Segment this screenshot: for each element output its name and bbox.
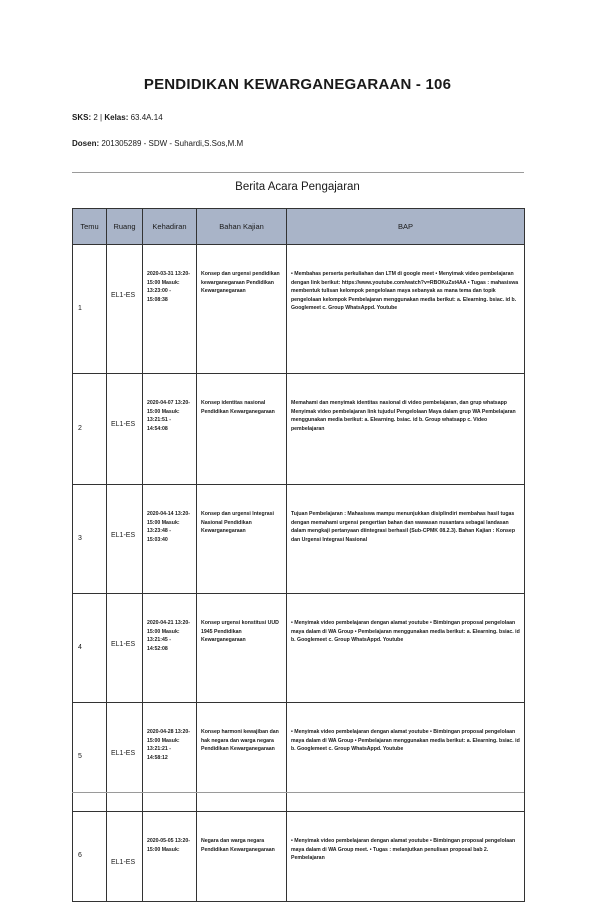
table-row <box>73 594 525 703</box>
cell-bap: Memahami dan menyimak identitas nasional di video pembelajaran, dan grup whatsapp Menyimak video pembelajaran link tujudul Pengelolaan Maya dalam grup WA Pembelajaran menggunakan media berikut: a. Elearning. bsiac. id b. Group whatsapp c. Video pembelajaran <box>287 374 525 485</box>
lecturer-info <box>72 139 243 148</box>
table-row <box>73 374 525 485</box>
divider-bottom <box>72 792 524 793</box>
cell-ruang: EL1-ES <box>107 485 143 594</box>
cell-temu: 5 <box>73 703 107 812</box>
kelas-label: Kelas: <box>104 113 129 122</box>
cell-kehadiran: 2020-04-28 13:20-15:00 Masuk: 13:21:21 - 14:58:12 <box>143 703 197 812</box>
header-ruang: Ruang <box>107 209 143 245</box>
cell-bahan-kajian: Negara dan warga negara Pendidikan Kewarganegaraan <box>197 812 287 902</box>
cell-kehadiran: 2020-04-21 13:20-15:00 Masuk: 13:21:45 - 14:52:08 <box>143 594 197 703</box>
section-title: Berita Acara Pengajaran <box>235 181 360 193</box>
cell-bap: • Menyimak video pembelajaran dengan alamat youtube • Bimbingan proposal pengelolaan maya dalam di WA Group meet. • Tugas : melanjutkan penulisan proposal bab 2. Pembelajaran <box>287 812 525 902</box>
cell-bap: • Menyimak video pembelajaran dengan alamat youtube • Bimbingan proposal pengelolaan maya dalam di WA Group • Pembelajaran menggunakan media berikut: a. Elearning. bsiac. id b. Googlemeet c. Group WhatsAppd. Youtube <box>287 703 525 812</box>
cell-bahan-kajian: Konsep dan urgensi Integrasi Nasional Pendidikan Kewarganegaraan <box>197 485 287 594</box>
cell-temu: 3 <box>73 485 107 594</box>
teaching-record-table <box>72 208 525 902</box>
header-kehadiran: Kehadiran <box>143 209 197 245</box>
cell-ruang: EL1-ES <box>107 812 143 902</box>
table-row <box>73 485 525 594</box>
divider-top <box>72 172 524 173</box>
page-title: PENDIDIKAN KEWARGANEGARAAN - 106 <box>143 76 452 93</box>
cell-temu: 1 <box>73 245 107 374</box>
header-bahan-kajian: Bahan Kajian <box>197 209 287 245</box>
cell-bahan-kajian: Konsep dan urgensi pendidikan kewarganegaraan Pendidikan Kewarganegaraan <box>197 245 287 374</box>
cell-kehadiran: 2020-05-05 13:20-15:00 Masuk: <box>143 812 197 902</box>
cell-temu: 6 <box>73 812 107 902</box>
header-temu: Temu <box>73 209 107 245</box>
table-header-row <box>73 209 525 245</box>
sks-value: 2 <box>93 113 98 122</box>
cell-kehadiran: 2020-04-14 13:20-15:00 Masuk: 13:23:48 - 15:03:40 <box>143 485 197 594</box>
cell-bahan-kajian: Konsep harmoni kewajiban dan hak negara dan warga negara Pendidikan Kewarganegaraan <box>197 703 287 812</box>
kelas-value: 63.4A.14 <box>130 113 163 122</box>
cell-ruang: EL1-ES <box>107 594 143 703</box>
cell-kehadiran: 2020-03-31 13:20-15:00 Masuk: 13:23:00 - 15:08:38 <box>143 245 197 374</box>
cell-temu: 2 <box>73 374 107 485</box>
cell-bahan-kajian: Konsep urgensi konstitusi UUD 1945 Pendidikan Kewarganegaraan <box>197 594 287 703</box>
cell-kehadiran: 2020-04-07 13:20-15:00 Masuk: 13:21:51 - 14:54:08 <box>143 374 197 485</box>
cell-ruang: EL1-ES <box>107 245 143 374</box>
header-bap: BAP <box>287 209 525 245</box>
table-row <box>73 703 525 812</box>
dosen-label: Dosen: <box>72 139 100 148</box>
separator: | <box>100 113 103 122</box>
dosen-value: 201305289 - SDW - Suhardi,S.Sos,M.M <box>101 139 244 148</box>
sks-label: SKS: <box>72 113 92 122</box>
cell-ruang: EL1-ES <box>107 374 143 485</box>
cell-ruang: EL1-ES <box>107 703 143 812</box>
table-row <box>73 812 525 902</box>
cell-temu: 4 <box>73 594 107 703</box>
cell-bap: Tujuan Pembelajaran : Mahasiswa mampu menunjukkan disiplindiri membahas hasil tugas dengan memahami urgensi pengertian bahan dan wawasan nusantara sebagai landasan dalam mengkaji pertanyaan diintegrasi berhasil (Sub-CPMK 08.2.3). Bahan Kajian : Konsep dan Urgensi Integrasi Nasional <box>287 485 525 594</box>
cell-bap: • Menyimak video pembelajaran dengan alamat youtube • Bimbingan proposal pengelolaan maya dalam di WA Group • Pembelajaran menggunakan media berikut: a. Elearning. bsiac. id b. Googlemeet c. Group WhatsAppd. Youtube <box>287 594 525 703</box>
cell-bahan-kajian: Konsep identitas nasional Pendidikan Kewarganegaraan <box>197 374 287 485</box>
cell-bap: • Membahas perserta perkuliahan dan LTM di google meet • Menyimak video pembelajaran dengan link berikut: https://www.youtube.com/watch?v=RBOKuZst4AA • Tugas : mahasiswa membentuk tulisan kelompok pengelolaan maya sebanyak as mana tema dan topik pengelolaan kelompok Pembelajaran menggunakan media berikut: a. Elearning. bsiac. id b. Googlemeet c. Group WhatsAppd. Youtube <box>287 245 525 374</box>
table-row <box>73 245 525 374</box>
course-info <box>72 113 163 122</box>
